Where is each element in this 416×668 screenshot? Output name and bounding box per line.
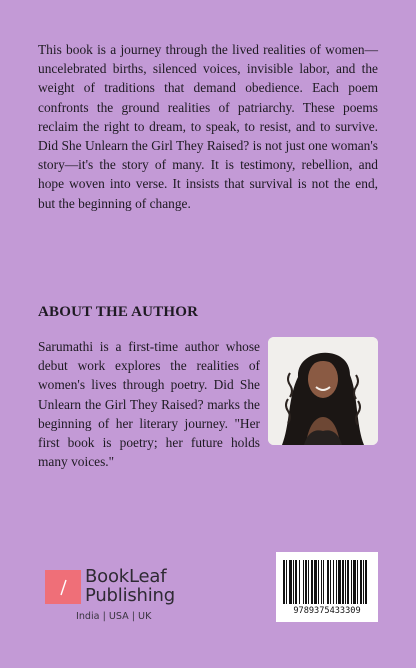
publisher-name-line2: Publishing — [85, 585, 175, 606]
isbn-barcode — [276, 552, 378, 622]
author-photo — [268, 337, 378, 445]
isbn-number: 9789375433309 — [293, 606, 361, 616]
publisher-locations: India | USA | UK — [76, 611, 152, 622]
barcode-bars — [282, 560, 372, 604]
publisher-name-line1: BookLeaf — [85, 566, 167, 587]
back-cover-blurb: This book is a journey through the lived realities of women—uncelebrated births, silenced voices, invisible labor, and the weight of traditions that demand obedience. Each poem confronts the ground realities of patriarchy. These poems reclaim the right to dream, to speak, to resist, and to survive. Did She Unlearn the Girl They Raised? is not just one woman's story—it's the story of many. It is testimony, rebellion, and hope woven into verse. It insists that survival is not the end, but the beginning of change. — [38, 42, 378, 211]
booklet-logo-mark-icon — [45, 570, 81, 604]
about-author-heading: ABOUT THE AUTHOR — [38, 304, 199, 320]
author-bio: Sarumathi is a first-time author whose debut work explores the realities of women's lives through poetry. Did She Unlearn the Girl They Raised? marks the beginning of her literary journey. "Her first book is poetry; her future holds many voices." — [38, 339, 260, 470]
